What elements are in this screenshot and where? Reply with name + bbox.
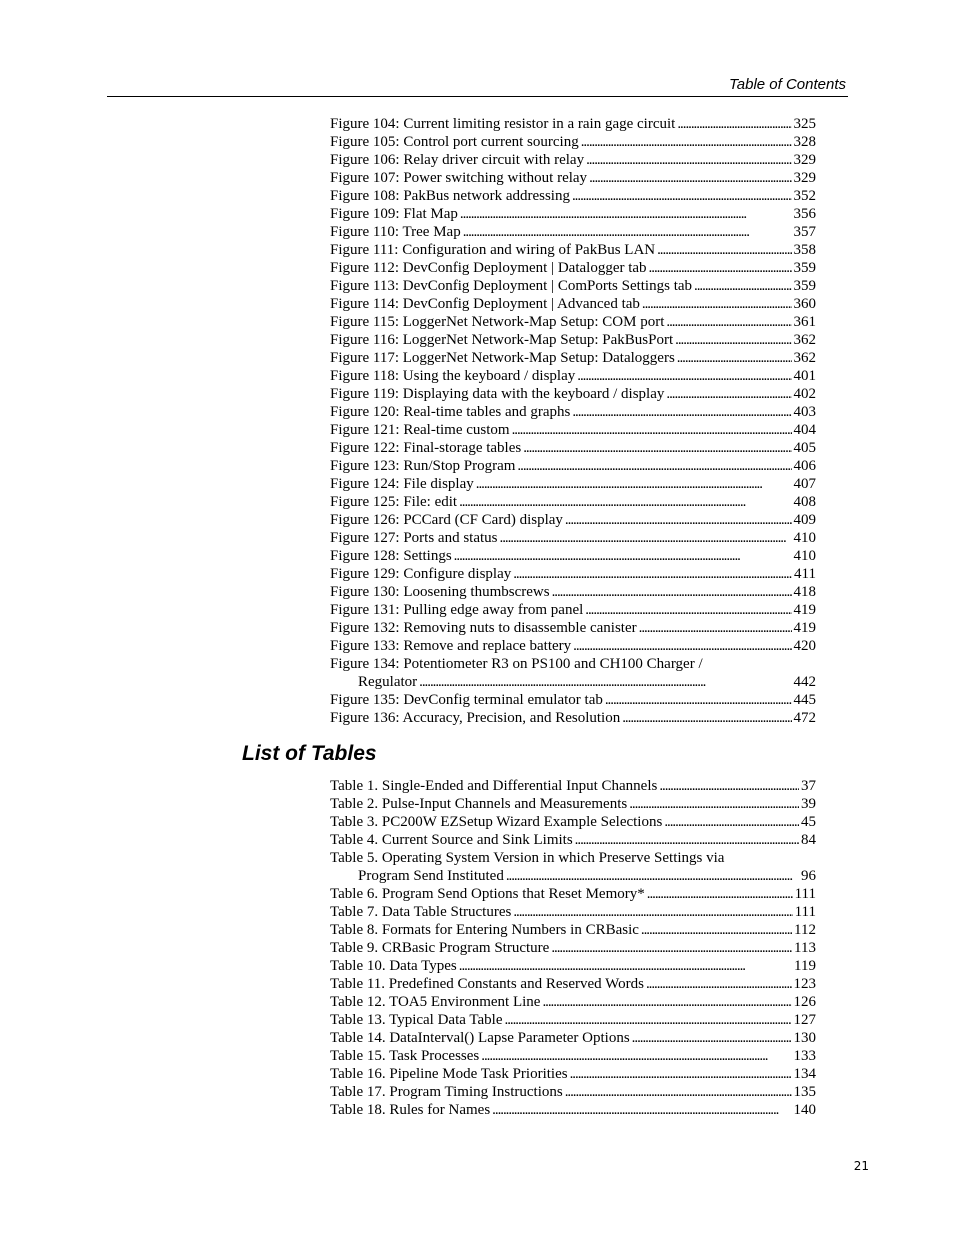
dot-leader xyxy=(506,867,799,885)
dot-leader xyxy=(570,1065,792,1083)
dot-leader xyxy=(666,313,791,331)
table-entry-label: Table 16. Pipeline Mode Task Priorities xyxy=(330,1066,568,1082)
figure-entry[interactable] xyxy=(330,367,816,385)
table-entry-label: Table 18. Rules for Names xyxy=(330,1102,491,1118)
dot-leader xyxy=(573,637,791,655)
dot-leader xyxy=(517,457,791,475)
figure-entry-page: 472 xyxy=(793,710,816,726)
running-header-title: Table of Contents xyxy=(728,76,846,93)
table-entry-label: Table 6. Program Send Options that Reset Memory* xyxy=(330,886,645,902)
figure-entry-label: Figure 136: Accuracy, Precision, and Resolution xyxy=(330,710,621,726)
figure-entry-label: Figure 121: Real-time custom xyxy=(330,422,510,438)
table-entry[interactable] xyxy=(330,1083,816,1101)
figure-entry-page: 352 xyxy=(793,188,816,204)
figure-entry[interactable] xyxy=(330,691,816,709)
figure-entry[interactable] xyxy=(330,331,816,349)
figure-entry-page: 442 xyxy=(793,674,816,690)
figure-entry-label: Figure 126: PCCard (CF Card) display xyxy=(330,512,563,528)
figure-entry-label-continued: Regulator xyxy=(358,674,418,690)
dot-leader xyxy=(664,813,799,831)
dot-leader xyxy=(577,367,791,385)
table-entry-page: 45 xyxy=(801,814,816,830)
table-entry[interactable] xyxy=(330,813,816,831)
figure-entry-page: 403 xyxy=(793,404,816,420)
figure-entry-label: Figure 125: File: edit xyxy=(330,494,458,510)
figure-entry-page: 404 xyxy=(793,422,816,438)
table-entry-page: 112 xyxy=(794,922,816,938)
table-entry[interactable] xyxy=(330,1011,816,1029)
figure-entry-page: 445 xyxy=(793,692,816,708)
dot-leader xyxy=(585,601,791,619)
figure-entry[interactable] xyxy=(330,223,816,241)
table-entry[interactable] xyxy=(330,975,816,993)
header-divider xyxy=(107,96,848,97)
figure-entry[interactable] xyxy=(330,655,816,691)
figure-entry-page: 359 xyxy=(793,278,816,294)
table-entry-page: 113 xyxy=(794,940,816,956)
dot-leader xyxy=(675,331,791,349)
figure-entry[interactable] xyxy=(330,547,816,565)
figure-entry-label: Figure 116: LoggerNet Network-Map Setup: PakBusPort xyxy=(330,332,674,348)
table-entry-label-continued: Program Send Instituted xyxy=(358,868,504,884)
table-entry-page: 134 xyxy=(793,1066,816,1082)
figure-entry-label: Figure 107: Power switching without relay xyxy=(330,170,588,186)
figure-entry-label: Figure 117: LoggerNet Network-Map Setup: Dataloggers xyxy=(330,350,675,366)
figure-entry-page: 419 xyxy=(793,602,816,618)
figure-entry[interactable] xyxy=(330,619,816,637)
figure-entry-label: Figure 130: Loosening thumbscrews xyxy=(330,584,550,600)
table-entry[interactable] xyxy=(330,885,816,903)
figure-entry-label: Figure 133: Remove and replace battery xyxy=(330,638,572,654)
figure-entry[interactable] xyxy=(330,277,816,295)
dot-leader xyxy=(586,151,791,169)
figure-entry[interactable] xyxy=(330,637,816,655)
table-entry-label: Table 11. Predefined Constants and Reserved Words xyxy=(330,976,644,992)
figure-entry-label: Figure 123: Run/Stop Program xyxy=(330,458,516,474)
figure-entry-label: Figure 134: Potentiometer R3 on PS100 and CH100 Charger / xyxy=(330,656,703,672)
table-entry-page: 111 xyxy=(794,886,816,902)
dot-leader xyxy=(419,673,791,691)
dot-leader xyxy=(513,565,792,583)
dot-leader xyxy=(677,115,791,133)
figure-entry-label: Figure 118: Using the keyboard / display xyxy=(330,368,576,384)
dot-leader xyxy=(581,133,792,151)
table-entry-label: Table 4. Current Source and Sink Limits xyxy=(330,832,573,848)
figure-entry[interactable] xyxy=(330,457,816,475)
table-entry[interactable] xyxy=(330,1065,816,1083)
table-entry[interactable] xyxy=(330,795,816,813)
dot-leader xyxy=(642,295,792,313)
figure-entry-page: 420 xyxy=(793,638,816,654)
dot-leader xyxy=(551,939,792,957)
figure-entry-label: Figure 128: Settings xyxy=(330,548,452,564)
table-entry-page: 135 xyxy=(793,1084,816,1100)
table-entry-label: Table 15. Task Processes xyxy=(330,1048,480,1064)
figure-entry[interactable] xyxy=(330,493,816,511)
figure-entry-page: 361 xyxy=(793,314,816,330)
figure-entry-page: 405 xyxy=(793,440,816,456)
dot-leader xyxy=(552,583,792,601)
figure-entry-label: Figure 105: Control port current sourcing xyxy=(330,134,579,150)
figure-entry-label: Figure 127: Ports and status xyxy=(330,530,498,546)
figure-entry[interactable] xyxy=(330,205,816,223)
table-entry[interactable] xyxy=(330,831,816,849)
figure-entry[interactable] xyxy=(330,601,816,619)
dot-leader xyxy=(523,439,791,457)
table-entry-page: 127 xyxy=(793,1012,816,1028)
dot-leader xyxy=(505,1011,792,1029)
dot-leader xyxy=(459,957,792,975)
dot-leader xyxy=(657,241,791,259)
dot-leader xyxy=(454,547,792,565)
table-entry-page: 130 xyxy=(793,1030,816,1046)
figure-entry-label: Figure 129: Configure display xyxy=(330,566,512,582)
dot-leader xyxy=(647,885,793,903)
figure-entry-label: Figure 114: DevConfig Deployment | Advanced tab xyxy=(330,296,640,312)
table-entry[interactable] xyxy=(330,957,816,975)
figure-entry-label: Figure 131: Pulling edge away from panel xyxy=(330,602,584,618)
figure-entry[interactable] xyxy=(330,115,816,133)
table-entry-label: Table 14. DataInterval() Lapse Parameter Options xyxy=(330,1030,630,1046)
figure-entry-page: 406 xyxy=(793,458,816,474)
figure-entry[interactable] xyxy=(330,259,816,277)
figure-entry-page: 362 xyxy=(793,332,816,348)
figure-entry[interactable] xyxy=(330,295,816,313)
figure-entry-label: Figure 112: DevConfig Deployment | Datalogger tab xyxy=(330,260,647,276)
dot-leader xyxy=(659,777,799,795)
dot-leader xyxy=(641,921,792,939)
dot-leader xyxy=(459,493,791,511)
dot-leader xyxy=(677,349,792,367)
figure-entry-page: 407 xyxy=(793,476,816,492)
page-number: 21 xyxy=(853,1159,869,1173)
figure-entry-label: Figure 111: Configuration and wiring of PakBus LAN xyxy=(330,242,656,258)
figure-entry-page: 328 xyxy=(793,134,816,150)
table-entry[interactable] xyxy=(330,1047,816,1065)
figure-entry[interactable] xyxy=(330,241,816,259)
table-entry-page: 126 xyxy=(793,994,816,1010)
dot-leader xyxy=(476,475,792,493)
dot-leader xyxy=(666,385,791,403)
dot-leader xyxy=(639,619,792,637)
figure-entry-page: 329 xyxy=(793,152,816,168)
figure-entry-page: 402 xyxy=(793,386,816,402)
dot-leader xyxy=(646,975,792,993)
table-entry[interactable] xyxy=(330,921,816,939)
figure-entry-label: Figure 120: Real-time tables and graphs xyxy=(330,404,571,420)
figure-entry-label: Figure 122: Final-storage tables xyxy=(330,440,522,456)
table-entry-page: 133 xyxy=(793,1048,816,1064)
figure-entry-page: 409 xyxy=(793,512,816,528)
figure-entry-page: 356 xyxy=(793,206,816,222)
figure-entry-page: 408 xyxy=(793,494,816,510)
table-entry-label: Table 17. Program Timing Instructions xyxy=(330,1084,563,1100)
table-entry-page: 140 xyxy=(793,1102,816,1118)
figure-entry[interactable] xyxy=(330,403,816,421)
figure-entry[interactable] xyxy=(330,565,816,583)
figure-entry-page: 325 xyxy=(793,116,816,132)
figure-entry-label: Figure 135: DevConfig terminal emulator tab xyxy=(330,692,603,708)
table-entry-label: Table 9. CRBasic Program Structure xyxy=(330,940,550,956)
table-entry-page: 37 xyxy=(801,778,816,794)
figure-entry-label: Figure 109: Flat Map xyxy=(330,206,458,222)
table-entry-page: 111 xyxy=(794,904,816,920)
figure-entry-page: 411 xyxy=(794,566,816,582)
dot-leader xyxy=(565,511,792,529)
table-entry[interactable] xyxy=(330,939,816,957)
table-entry-label: Table 7. Data Table Structures xyxy=(330,904,512,920)
figure-entry-page: 362 xyxy=(793,350,816,366)
figure-entry-label: Figure 132: Removing nuts to disassemble canister xyxy=(330,620,637,636)
figure-entry-label: Figure 106: Relay driver circuit with relay xyxy=(330,152,585,168)
figure-entry-label: Figure 104: Current limiting resistor in a rain gage circuit xyxy=(330,116,676,132)
figure-entry-label: Figure 124: File display xyxy=(330,476,474,492)
table-entry[interactable] xyxy=(330,903,816,921)
dot-leader xyxy=(572,187,792,205)
list-of-tables xyxy=(330,777,816,1119)
dot-leader xyxy=(500,529,792,547)
figure-entry-page: 419 xyxy=(793,620,816,636)
dot-leader xyxy=(589,169,791,187)
figure-entry[interactable] xyxy=(330,385,816,403)
dot-leader xyxy=(622,709,791,727)
list-of-tables-heading: List of Tables xyxy=(242,742,377,765)
figure-entry[interactable] xyxy=(330,583,816,601)
dot-leader xyxy=(572,403,791,421)
dot-leader xyxy=(605,691,792,709)
dot-leader xyxy=(575,831,799,849)
figure-entry-page: 358 xyxy=(793,242,816,258)
dot-leader xyxy=(512,421,792,439)
figure-entry-label: Figure 115: LoggerNet Network-Map Setup: COM port xyxy=(330,314,665,330)
table-entry-page: 39 xyxy=(801,796,816,812)
figure-entry-label: Figure 119: Displaying data with the keyboard / display xyxy=(330,386,665,402)
table-entry-page: 123 xyxy=(793,976,816,992)
figure-entry[interactable] xyxy=(330,313,816,331)
figure-entry[interactable] xyxy=(330,421,816,439)
figure-entry-page: 410 xyxy=(793,548,816,564)
dot-leader xyxy=(513,903,792,921)
figure-entry[interactable] xyxy=(330,439,816,457)
table-entry[interactable] xyxy=(330,1029,816,1047)
list-of-figures xyxy=(330,115,816,727)
figure-entry-page: 401 xyxy=(793,368,816,384)
table-entry-page: 96 xyxy=(801,868,816,884)
figure-entry[interactable] xyxy=(330,475,816,493)
dot-leader xyxy=(629,795,799,813)
table-entry-label: Table 5. Operating System Version in which Preserve Settings via xyxy=(330,850,725,866)
figure-entry[interactable] xyxy=(330,151,816,169)
figure-entry-page: 410 xyxy=(793,530,816,546)
dot-leader xyxy=(649,259,792,277)
figure-entry[interactable] xyxy=(330,133,816,151)
dot-leader xyxy=(542,993,791,1011)
table-entry[interactable] xyxy=(330,1101,816,1119)
figure-entry[interactable] xyxy=(330,349,816,367)
figure-entry-label: Figure 110: Tree Map xyxy=(330,224,461,240)
dot-leader xyxy=(492,1101,791,1119)
figure-entry-page: 360 xyxy=(793,296,816,312)
table-entry-label: Table 10. Data Types xyxy=(330,958,457,974)
figure-entry-page: 329 xyxy=(793,170,816,186)
figure-entry[interactable] xyxy=(330,709,816,727)
table-entry[interactable] xyxy=(330,993,816,1011)
dot-leader xyxy=(481,1047,791,1065)
table-entry-label: Table 2. Pulse-Input Channels and Measurements xyxy=(330,796,628,812)
table-entry-label: Table 13. Typical Data Table xyxy=(330,1012,503,1028)
dot-leader xyxy=(565,1083,792,1101)
dot-leader xyxy=(694,277,791,295)
dot-leader xyxy=(632,1029,792,1047)
table-entry-label: Table 3. PC200W EZSetup Wizard Example Selections xyxy=(330,814,663,830)
table-entry[interactable] xyxy=(330,777,816,795)
figure-entry[interactable] xyxy=(330,169,816,187)
table-entry-page: 84 xyxy=(801,832,816,848)
figure-entry-page: 359 xyxy=(793,260,816,276)
dot-leader xyxy=(460,205,792,223)
figure-entry[interactable] xyxy=(330,511,816,529)
table-entry-label: Table 12. TOA5 Environment Line xyxy=(330,994,541,1010)
figure-entry[interactable] xyxy=(330,187,816,205)
table-entry-page: 119 xyxy=(794,958,816,974)
table-entry-label: Table 8. Formats for Entering Numbers in CRBasic xyxy=(330,922,639,938)
figure-entry-label: Figure 108: PakBus network addressing xyxy=(330,188,570,204)
figure-entry[interactable] xyxy=(330,529,816,547)
figure-entry-page: 418 xyxy=(793,584,816,600)
dot-leader xyxy=(463,223,792,241)
table-entry[interactable] xyxy=(330,849,816,885)
figure-entry-page: 357 xyxy=(793,224,816,240)
figure-entry-label: Figure 113: DevConfig Deployment | ComPorts Settings tab xyxy=(330,278,693,294)
table-entry-label: Table 1. Single-Ended and Differential Input Channels xyxy=(330,778,658,794)
